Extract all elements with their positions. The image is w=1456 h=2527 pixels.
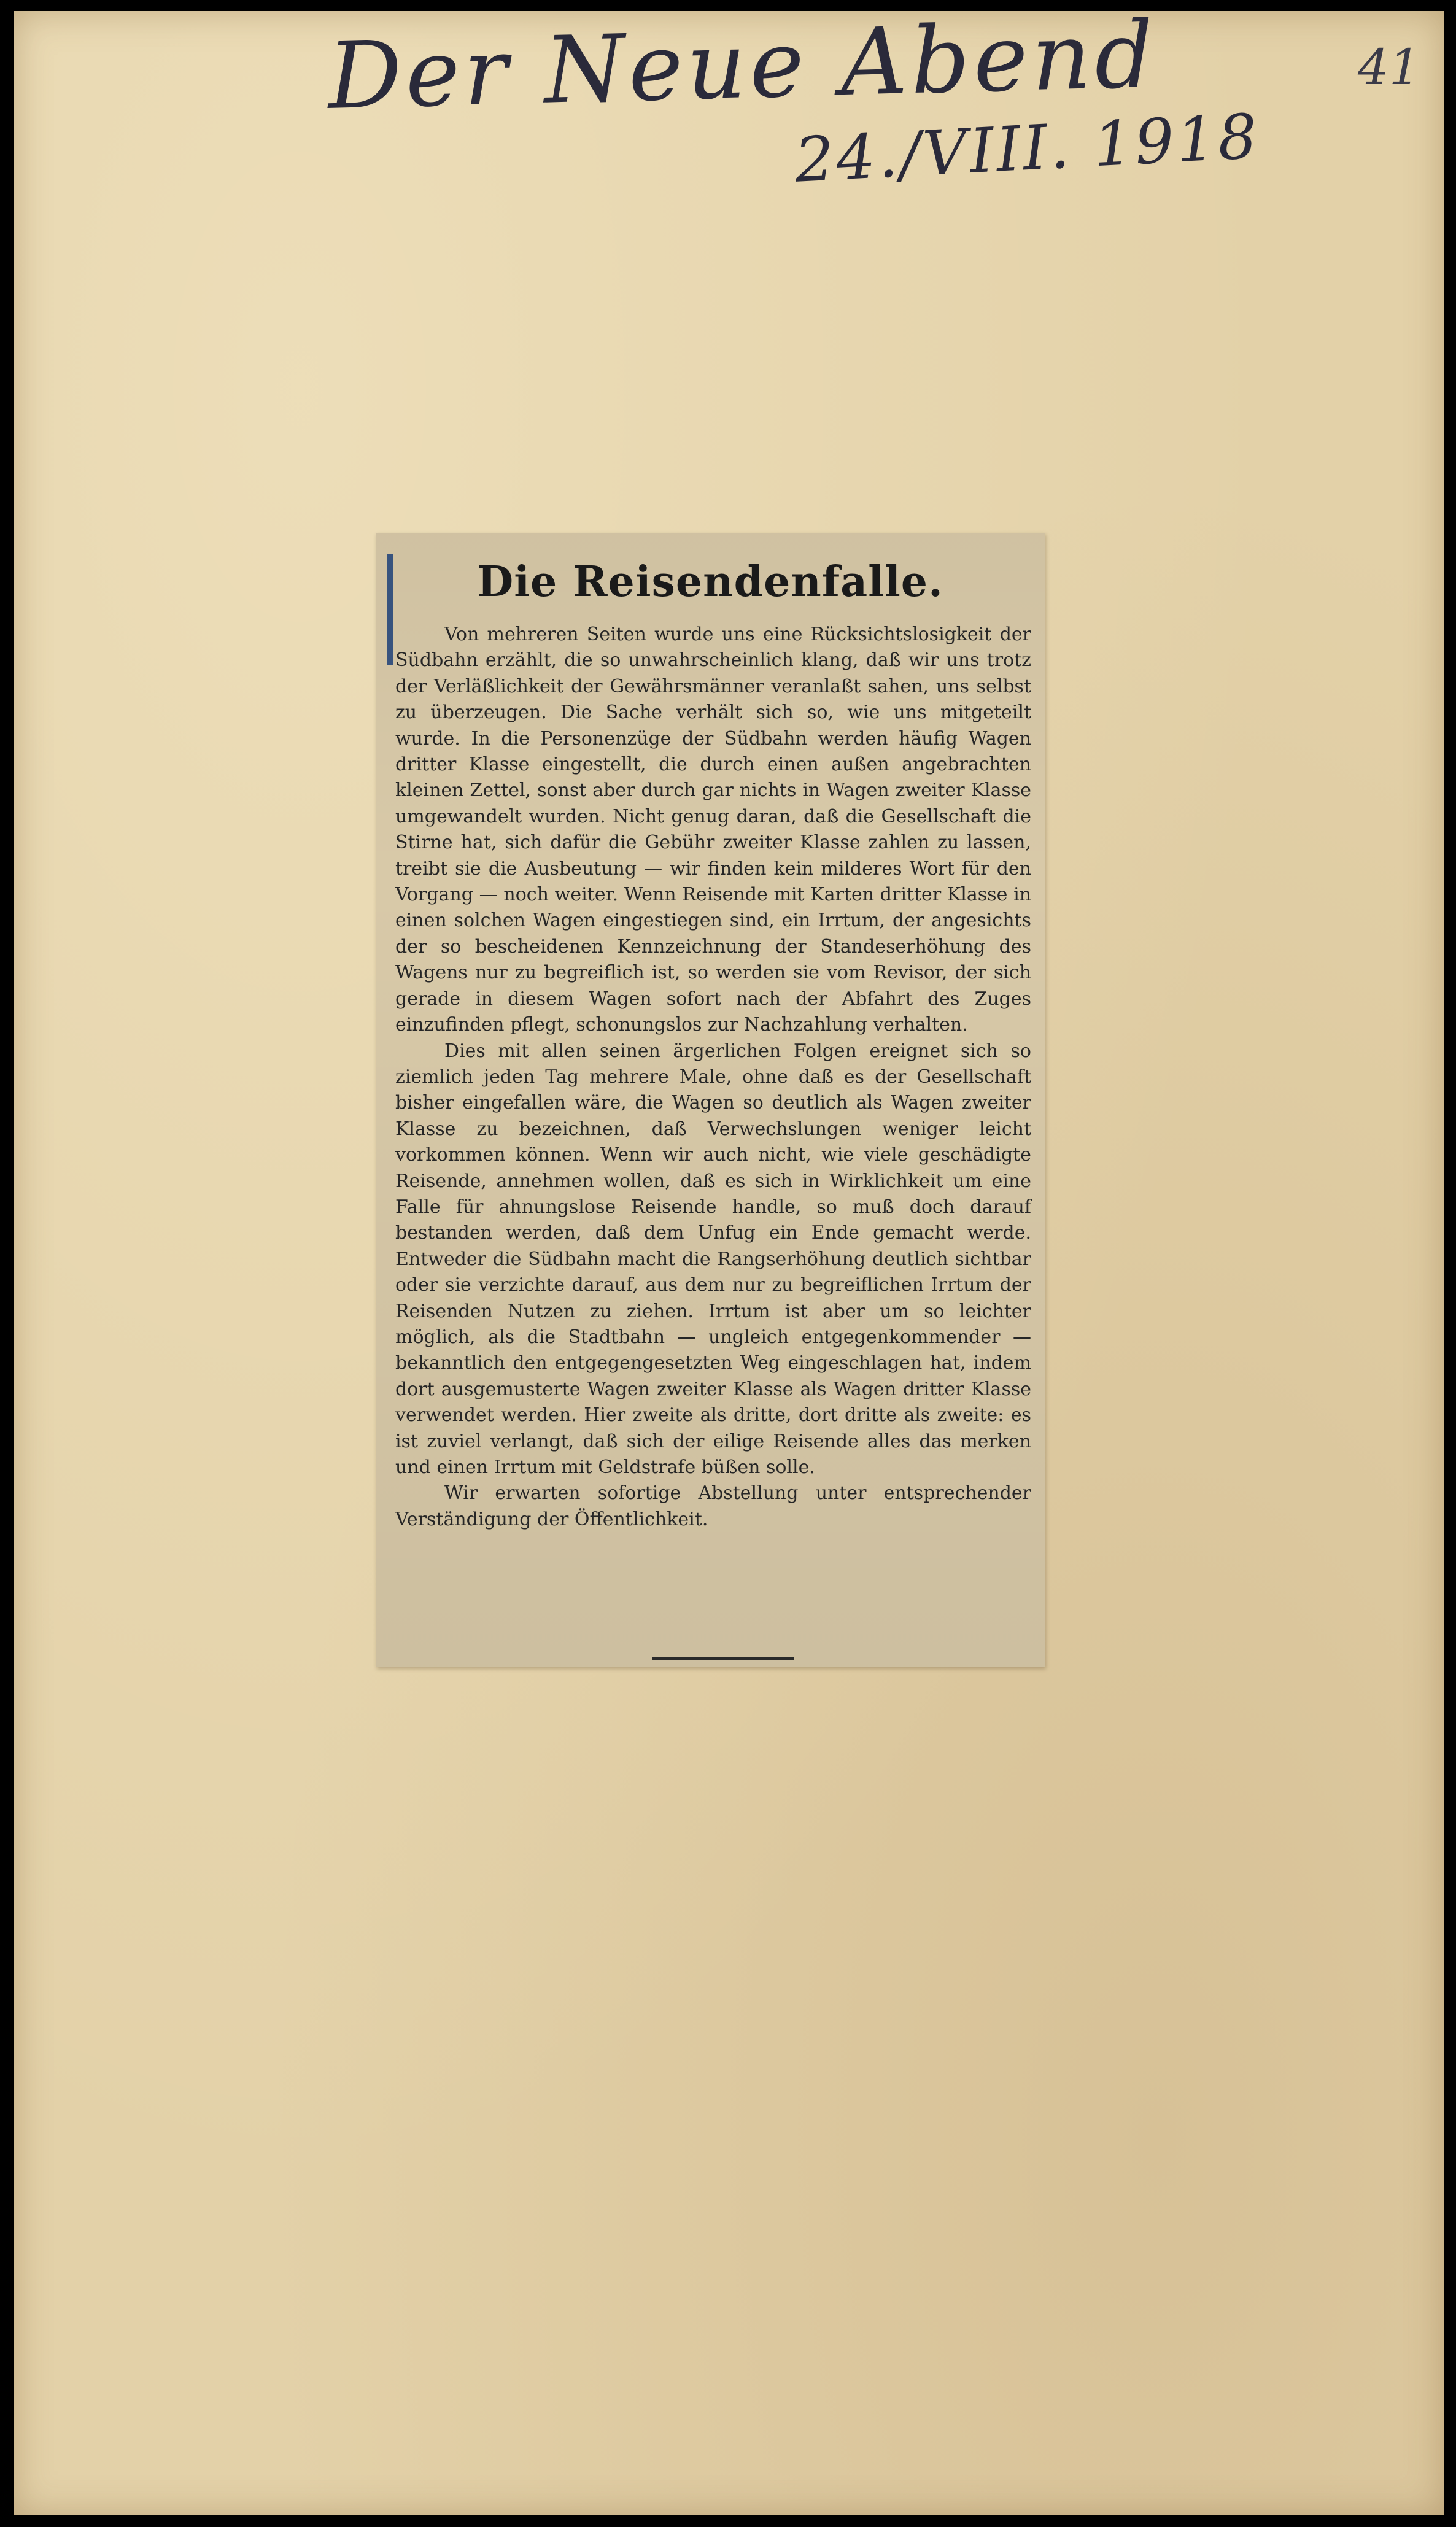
closing-rule — [652, 1657, 794, 1660]
article-title: Die Reisendenfalle. — [477, 557, 943, 606]
handwritten-page-mark: 41 — [1358, 39, 1420, 96]
archive-sheet — [14, 1, 1444, 2515]
article-body — [395, 622, 1031, 1533]
handwritten-date: 24./VIII. 1918 — [793, 100, 1261, 196]
handwritten-source: Der Neue Abend — [327, 1, 1159, 130]
article-paragraph-2: Dies mit allen seinen ärgerlichen Folgen ereignet sich so ziemlich jeden Tag mehrere Male, ohne daß es der Gesellschaft bisher eingefallen wäre, die Wagen so deutlich als Wagen zweiter Klasse zu bezeichnen, daß Verwechslungen weniger leicht vorkommen können. Wenn wir auch nicht, wie viele geschädigte Reisende, annehmen wollen, daß es sich in Wirklichkeit um eine Falle für ahnungslose Reisende handle, so muß doch darauf bestanden werden, daß dem Unfug ein Ende gemacht werde. Entweder die Südbahn macht die Rangserhöhung deutlich sichtbar oder sie verzichte darauf, aus dem nur zu begreiflichen Irrtum der Reisenden Nutzen zu ziehen. Irrtum ist aber um so leichter möglich, als die Stadtbahn — ungleich entgegenkommender — bekanntlich den entgegengesetzten Weg eingeschlagen hat, indem dort ausgemusterte Wagen zweiter Klasse als Wagen dritter Klasse verwendet werden. Hier zweite als dritte, dort dritte als zweite: es ist zuviel verlangt, daß sich der eilige Reisende alles das merken und einen Irrtum mit Geldstrafe büßen solle. — [395, 1040, 1031, 1478]
article-paragraph-1: Von mehreren Seiten wurde uns eine Rücksichtslosigkeit der Südbahn erzählt, die so unwahrscheinlich klang, daß wir uns trotz der Verläßlichkeit der Gewährsmänner veranlaßt sahen, uns selbst zu überzeugen. Die Sache verhält sich so, wie uns mitgeteilt wurde. In die Personenzüge der Südbahn werden häufig Wagen dritter Klasse eingestellt, die durch einen außen angebrachten kleinen Zettel, sonst aber durch gar nichts in Wagen zweiter Klasse umgewandelt wurden. Nicht genug daran, daß die Gesellschaft die Stirne hat, sich dafür die Gebühr zweiter Klasse zahlen zu lassen, treibt sie die Ausbeutung — wir finden kein milderes Wort für den Vorgang — noch weiter. Wenn Reisende mit Karten dritter Klasse in einen solchen Wagen eingestiegen sind, ein Irrtum, der angesichts der so bescheidenen Kennzeichnung der Standeserhöhung des Wagens nur zu begreiflich ist, so werden sie vom Revisor, der sich gerade in diesem Wagen sofort nach der Abfahrt des Zuges einzufinden pflegt, schonungslos zur Nachzahlung verhalten. — [395, 624, 1031, 1036]
article-paragraph-3: Wir erwarten sofortige Abstellung unter entsprechender Verständigung der Öffentlichkeit. — [395, 1482, 1031, 1530]
newspaper-clipping — [376, 533, 1045, 1667]
